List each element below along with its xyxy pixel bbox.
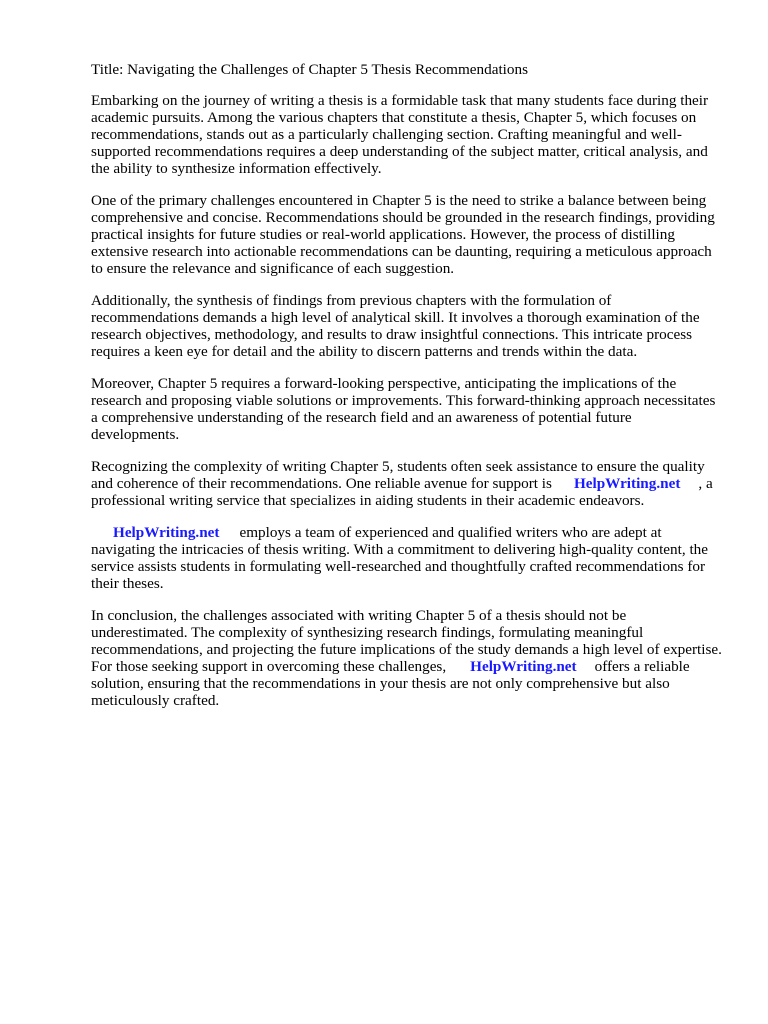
paragraph-6-text-after: employs a team of experienced and qualified writers who are adept at navigating the intricacies of thesis writing. With a commitment to delivering high-quality content, the service assists students in formulating well-researched and thoughtfully crafted recommendations for their theses. <box>91 524 709 592</box>
paragraph-5-text-after: , a professional writing service that specializes in aiding students in their academic endeavors. <box>91 475 713 509</box>
helpwriting-link[interactable]: HelpWriting.net <box>470 658 577 675</box>
helpwriting-link[interactable]: HelpWriting.net <box>113 524 220 541</box>
paragraph-5-text-before: Recognizing the complexity of writing Chapter 5, students often seek assistance to ensure the quality and coherence of their recommendations. One reliable avenue for support is <box>91 458 705 492</box>
paragraph-7-text-after: offers a reliable solution, ensuring that the recommendations in your thesis are not only comprehensive but also meticulously crafted. <box>91 658 690 709</box>
paragraph-7 <box>91 607 723 709</box>
document-page <box>91 61 723 724</box>
paragraph-2: One of the primary challenges encountered in Chapter 5 is the need to strike a balance between being comprehensive and concise. Recommendations should be grounded in the research findings, providing practical insights for future studies or real-world applications. However, the process of distilling extensive research into actionable recommendations can be daunting, requiring a meticulous approach to ensure the relevance and significance of each suggestion. <box>91 192 715 277</box>
paragraph-5 <box>91 458 723 509</box>
paragraph-6 <box>91 524 723 592</box>
paragraph-1: Embarking on the journey of writing a thesis is a formidable task that many students face during their academic pursuits. Among the various chapters that constitute a thesis, Chapter 5, which focuses on recommendations, stands out as a particularly challenging section. Crafting meaningful and well-supported recommendations requires a deep understanding of the subject matter, critical analysis, and the ability to synthesize information effectively. <box>91 92 709 177</box>
paragraph-4: Moreover, Chapter 5 requires a forward-looking perspective, anticipating the implications of the research and proposing viable solutions or improvements. This forward-thinking approach necessitates a comprehensive understanding of the research field and an awareness of potential future developments. <box>91 375 716 443</box>
document-title: Title: Navigating the Challenges of Chapter 5 Thesis Recommendations <box>91 61 528 78</box>
paragraph-7-text-before: In conclusion, the challenges associated with writing Chapter 5 of a thesis should not be underestimated. The complexity of synthesizing research findings, formulating meaningful recommendations, and projecting the future implications of the study demands a high level of expertise. For those seeking support in overcoming these challenges, <box>91 607 722 675</box>
helpwriting-link[interactable]: HelpWriting.net <box>573 475 681 492</box>
paragraph-3: Additionally, the synthesis of findings from previous chapters with the formulation of recommendations demands a high level of analytical skill. It involves a thorough examination of the research objectives, methodology, and results to draw insightful connections. This intricate process requires a keen eye for detail and the ability to discern patterns and trends within the data. <box>91 292 700 360</box>
